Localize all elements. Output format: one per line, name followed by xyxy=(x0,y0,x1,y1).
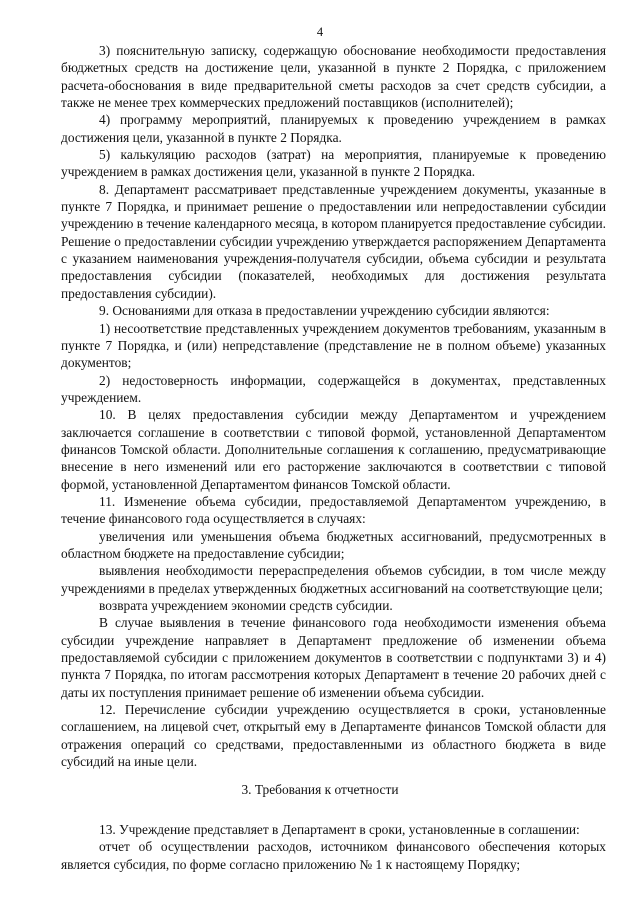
document-body xyxy=(61,42,606,770)
paragraph: увеличения или уменьшения объема бюджетных ассигнований, предусмотренных в областном бюджете на предоставление субсидии; xyxy=(61,528,606,561)
paragraph: 10. В целях предоставления субсидии между Департаментом и учреждением заключается соглашение в соответствии с типовой формой, установленной Департаментом финансов Томской области. Дополнительные соглашения к соглашению, предусматривающие внесение в него изменений или его расторжение заключаются в соответствии с типовой формой, установленной Департаментом финансов Томской области. xyxy=(61,407,606,492)
paragraph: 5) калькуляцию расходов (затрат) на мероприятия, планируемые к проведению учреждением в рамках достижения цели, указанной в пункте 2 Порядка. xyxy=(61,147,606,180)
paragraph: 11. Изменение объема субсидии, предоставляемой Департаментом учреждению, в течение финансового года осуществляется в случаях: xyxy=(61,493,606,527)
paragraph: 9. Основаниями для отказа в предоставлении учреждению субсидии являются: xyxy=(99,303,550,319)
paragraph: В случае выявления в течение финансового года необходимости изменения объема субсидии учреждение направляет в Департамент предложение об изменении объема предоставляемой субсидии с приложением документов в соответствии с подпунктами 3) и 4) пункта 7 Порядка, по итогам рассмотрения которых Департамент в течение 20 рабочих дней с даты их поступления принимает решение об изменении объема субсидии. xyxy=(61,615,606,700)
paragraph: выявления необходимости перераспределения объемов субсидии, в том числе между учреждениями в пределах утвержденных бюджетных ассигнований на соответствующие цели; xyxy=(61,563,606,596)
paragraph: возврата учреждением экономии средств субсидии. xyxy=(99,598,393,613)
paragraph: 13. Учреждение представляет в Департамент в сроки, установленные в соглашении: xyxy=(99,822,580,837)
paragraph: 12. Перечисление субсидии учреждению осуществляется в сроки, установленные соглашением, на лицевой счет, открытый ему в Департаменте финансов Томской области для отражения операций со средствами, предоставленными из областного бюджета в виде субсидий на иные цели. xyxy=(61,702,606,770)
paragraph: 1) несоответствие представленных учреждением документов требованиям, указанным в пункте 7 Порядка, и (или) непредставление (представление не в полном объеме) указанных документов; xyxy=(61,320,606,371)
section-heading: 3. Требования к отчетности xyxy=(241,782,399,797)
paragraph: 4) программу мероприятий, планируемых к проведению учреждением в рамках достижения цели, указанной в пункте 2 Порядка. xyxy=(61,112,606,145)
page-number: 4 xyxy=(316,25,324,39)
paragraph: 2) недостоверность информации, содержащейся в документах, представленных учреждением. xyxy=(61,372,606,405)
section-body xyxy=(61,821,606,873)
paragraph: 8. Департамент рассматривает представленные учреждением документы, указанные в пункте 7 Порядка, и принимает решение о предоставлении или непредоставлении субсидии учреждению в течение календарного месяца, в котором планируется предоставление субсидии. Решение о предоставлении субсидии учреждению утверждается распоряжением Департамента с указанием наименования учреждения-получателя субсидии, объема субсидии и результата предоставления субсидии (показателей, необходимых для достижения результата предоставления субсидии). xyxy=(61,181,606,301)
paragraph: отчет об осуществлении расходов, источником финансового обеспечения которых является субсидия, по форме согласно приложению № 1 к настоящему Порядку; xyxy=(61,839,606,872)
paragraph: 3) пояснительную записку, содержащую обоснование необходимости предоставления бюджетных средств на достижение цели, указанной в пункте 2 Порядка, с приложением расчета-обоснования в виде предварительной сметы расходов за счет средств субсидии, а также не менее трех коммерческих предложений поставщиков (исполнителей); xyxy=(61,43,606,111)
